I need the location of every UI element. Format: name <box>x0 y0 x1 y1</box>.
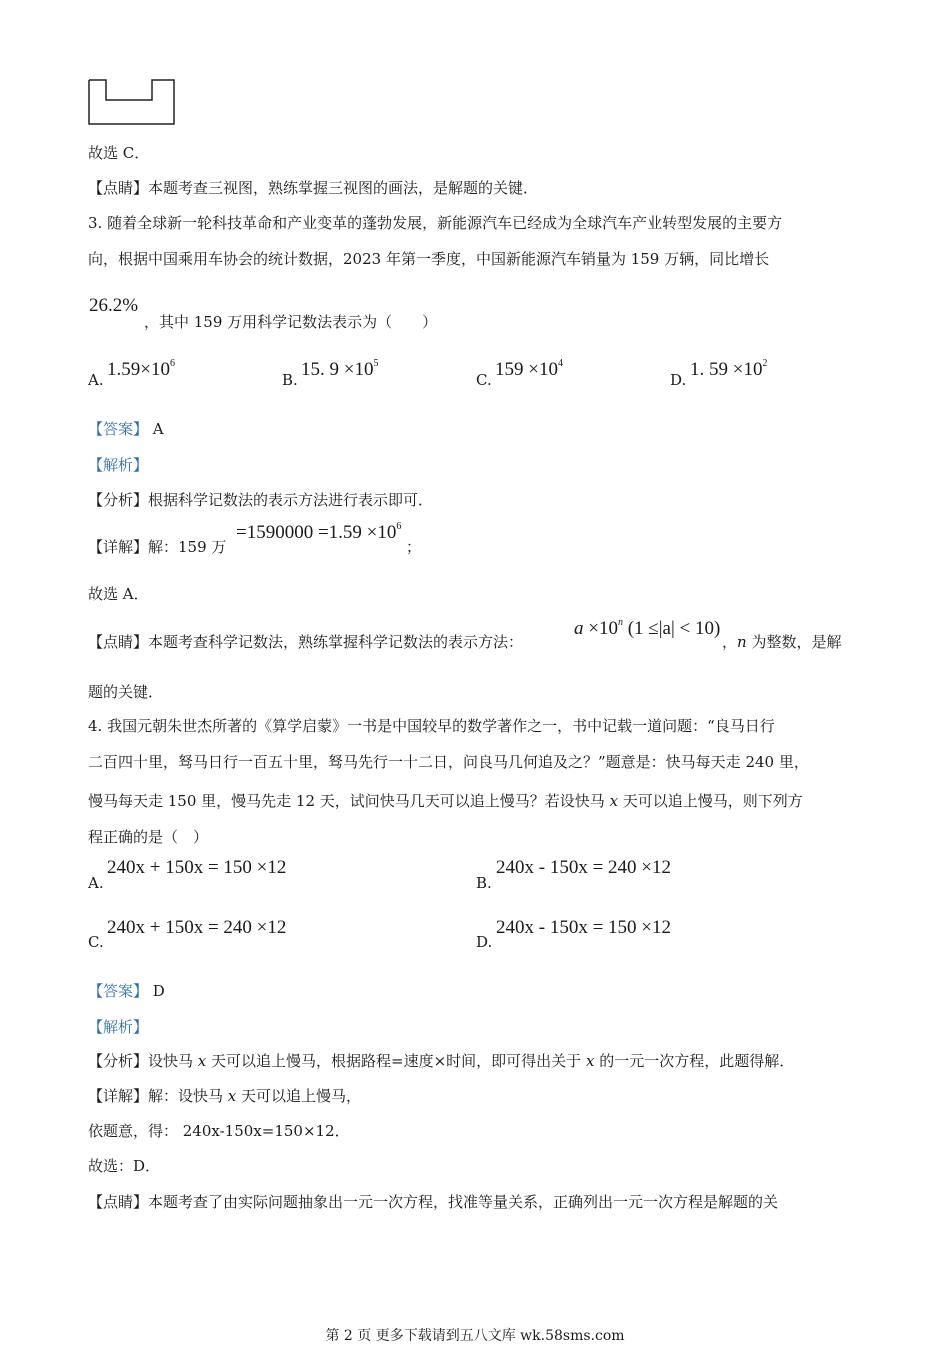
q3-option-a-math: $1.59\times 10^6$ <box>107 358 175 380</box>
q4-option-c-math: 240x + 150x = 240 ×12 <box>107 917 287 938</box>
q3-option-d-math: 1. $59 \times 10^2$ <box>690 358 768 380</box>
q3-option-a[interactable]: A. <box>88 371 104 389</box>
q2-choose: 故选 C． <box>88 144 150 162</box>
comment-tag: 【点睛】 <box>88 179 149 197</box>
q4-option-d-math: 240x - 150x = 150 ×12 <box>496 917 672 938</box>
three-view-figure <box>86 76 178 128</box>
q3-analysis-tag: 【解析】 <box>88 456 149 474</box>
q3-option-c[interactable]: C. <box>476 371 492 389</box>
q3-detail-math: $=1590000 =1.59 \times 10^6$ <box>236 521 402 543</box>
q3-option-d[interactable]: D. <box>670 371 687 389</box>
q4-fenxi: 【分析】设快马 x 天可以追上慢马，根据路程=速度×时间，即可得出关于 x 的一元一次方程，此题得解． <box>88 1052 795 1070</box>
q4-option-b-math: 240x - 150x = 240 ×12 <box>496 857 672 878</box>
q3-fenxi: 【分析】根据科学记数法的表示方法进行表示即可． <box>88 491 434 509</box>
q3-option-b[interactable]: B. <box>282 371 298 389</box>
q3-choose: 故选 A． <box>88 585 149 603</box>
q3-detail: 【详解】解：159 万 <box>88 538 227 556</box>
q4-answer: 【答案】 D <box>88 982 165 1000</box>
q4-stem-line4: 程正确的是（ ） <box>88 828 209 846</box>
q3-detail-suffix: ； <box>406 538 422 556</box>
q2-comment: 【点睛】本题考查三视图，熟练掌握三视图的画法，是解题的关键． <box>88 179 539 197</box>
q4-stem-line1: 4. 我国元朝朱世杰所著的《算学启蒙》一书是中国较早的数学著作之一，书中记载一道问题：“良马日行 <box>88 717 775 735</box>
q4-choose: 故选：D． <box>88 1157 161 1175</box>
q3-option-b-math: 15. $9 \times 10^5$ <box>301 358 379 380</box>
q3-stem-line1: 3. 随着全球新一轮科技革命和产业变革的蓬勃发展，新能源汽车已经成为全球汽车产业转型发展的主要方 <box>88 214 783 232</box>
q4-option-b[interactable]: B. <box>476 874 492 892</box>
q4-option-d[interactable]: D. <box>476 933 493 951</box>
q3-comment-line2: 题的关键． <box>88 683 164 701</box>
q4-comment: 【点睛】本题考查了由实际问题抽象出一元一次方程，找准等量关系，正确列出一元一次方程是解题的关 <box>88 1193 779 1211</box>
q4-option-a-math: 240x + 150x = 150 ×12 <box>107 857 287 878</box>
q4-detail: 【详解】解：设快马 x 天可以追上慢马， <box>88 1087 362 1105</box>
q3-stem-line2: 向，根据中国乘用车协会的统计数据，2023 年第一季度，中国新能源汽车销量为 159 万辆，同比增长 <box>88 250 770 268</box>
q3-comment-math: $a \times 10^n$ (1 ≤|a| < 10) <box>574 617 721 639</box>
q4-stem-line2: 二百四十里，驽马日行一百五十里，驽马先行一十二日，问良马几何追及之？”题意是：快马每天走 240 里， <box>88 753 809 771</box>
q3-comment-post: ，n 为整数，是解 <box>722 633 842 651</box>
q4-option-c[interactable]: C. <box>88 933 104 951</box>
q3-percent: 26.2% <box>89 295 139 316</box>
q4-analysis-tag: 【解析】 <box>88 1018 149 1036</box>
q3-stem-line3: ，其中 159 万用科学记数法表示为（ ） <box>144 313 438 331</box>
q3-option-c-math: $159 \times 10^4$ <box>495 358 563 380</box>
q3-comment: 【点睛】本题考查科学记数法，熟练掌握科学记数法的表示方法： <box>88 633 524 651</box>
q4-eq-line: 依题意，得： 240x-150x=150×12． <box>88 1122 350 1140</box>
q4-option-a[interactable]: A. <box>88 874 104 892</box>
q3-answer: 【答案】 A <box>88 420 164 438</box>
page-footer: 第 2 页 更多下载请到五八文库 wk.58sms.com <box>325 1328 625 1344</box>
q4-stem-line3: 慢马每天走 150 里，慢马先走 12 天，试问快马几天可以追上慢马？若设快马 x 天可以追上慢马，则下列方 <box>88 792 803 810</box>
answer-tag: 【答案】 <box>88 420 149 438</box>
